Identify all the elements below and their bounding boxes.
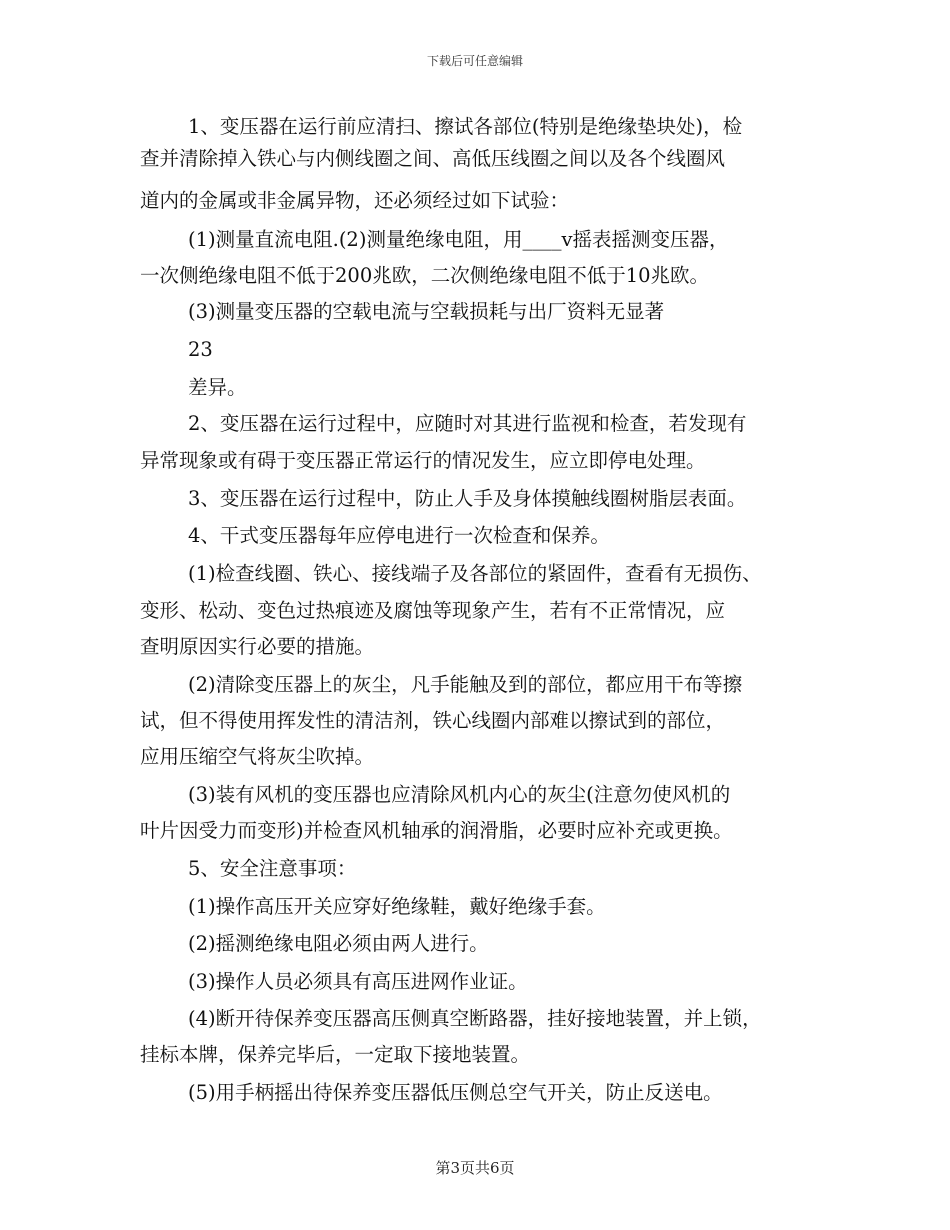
paragraph-line: 2、变压器在运行过程中，应随时对其进行监视和检查，若发现有	[188, 412, 747, 435]
paragraph-line: (3)操作人员必须具有高压进网作业证。	[188, 970, 528, 993]
paragraph-line: 查并清除掉入铁心与内侧线圈之间、高低压线圈之间以及各个线圈风	[140, 147, 726, 170]
paragraph-line: 应用压缩空气将灰尘吹掉。	[140, 745, 375, 768]
paragraph-line: 5、安全注意事项：	[188, 857, 357, 880]
paragraph-line: (4)断开待保养变压器高压侧真空断路器，挂好接地装置，并上锁，	[188, 1007, 762, 1030]
paragraph-line: (2)摇测绝缘电阻必须由两人进行。	[188, 932, 489, 955]
paragraph-line: (3)装有风机的变压器也应清除风机内心的灰尘(注意勿使风机的	[188, 783, 731, 806]
paragraph-line: (1)操作高压开关应穿好绝缘鞋，戴好绝缘手套。	[188, 895, 606, 918]
paragraph-line: 一次侧绝缘电阻不低于200兆欧，二次侧绝缘电阻不低于10兆欧。	[140, 264, 710, 287]
paragraph-line: 1、变压器在运行前应清扫、擦试各部位(特别是绝缘垫块处)，检	[188, 115, 743, 138]
paragraph-line: 试，但不得使用挥发性的清洁剂，铁心线圈内部难以擦试到的部位，	[140, 709, 726, 732]
paragraph-line: 3、变压器在运行过程中，防止人手及身体摸触线圈树脂层表面。	[188, 487, 747, 510]
paragraph-line: 4、干式变压器每年应停电进行一次检查和保养。	[188, 524, 610, 547]
paragraph-line: 异常现象或有碍于变压器正常运行的情况发生，应立即停电处理。	[140, 449, 706, 472]
paragraph-line: (2)清除变压器上的灰尘，凡手能触及到的部位，都应用干布等擦	[188, 673, 743, 696]
paragraph-line: 查明原因实行必要的措施。	[140, 635, 375, 658]
paragraph-line: 挂标本牌，保养完毕后，一定取下接地装置。	[140, 1043, 531, 1066]
paragraph-line: 道内的金属或非金属异物，还必须经过如下试验：	[140, 189, 570, 212]
page-header: 下载后可任意编辑	[426, 54, 523, 68]
paragraph-line: (5)用手柄摇出待保养变压器低压侧总空气开关，防止反送电。	[188, 1081, 723, 1104]
paragraph-line: 差异。	[188, 376, 247, 399]
paragraph-line: (1)测量直流电阻.(2)测量绝缘电阻，用____v摇表摇测变压器，	[188, 228, 729, 251]
paragraph-line: (1)检查线圈、铁心、接线端子及各部位的紧固件，查看有无损伤、	[188, 562, 762, 585]
paragraph-line: 23	[188, 338, 213, 361]
paragraph-line: 变形、松动、变色过热痕迹及腐蚀等现象产生，若有不正常情况，应	[140, 599, 726, 622]
paragraph-line: 叶片因受力而变形)并检查风机轴承的润滑脂，必要时应补充或更换。	[140, 819, 733, 842]
paragraph-line: (3)测量变压器的空载电流与空载损耗与出厂资料无显著	[188, 300, 665, 323]
page-footer: 第3页共6页	[435, 1159, 515, 1177]
